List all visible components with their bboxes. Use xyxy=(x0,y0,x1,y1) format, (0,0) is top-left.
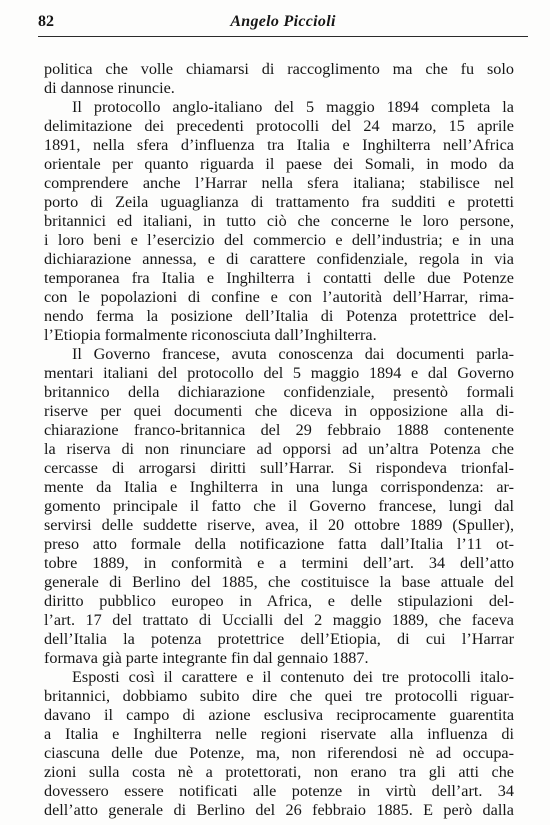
text-line: comprendere anche l’Harrar nella sfera italiana; stabilisce nel xyxy=(44,174,514,192)
text-line: di dannose rinuncie. xyxy=(44,79,175,97)
text-line: tobre 1889, in conformità e a termini dell’art. 34 dell’atto xyxy=(44,554,514,572)
text-line: generale di Berlino del 1885, che costituisce la base attuale del xyxy=(44,573,514,591)
text-line: ciascuna delle due Potenze, ma, non riferendosi nè ad occupa- xyxy=(44,744,514,762)
text-line: mente da Italia e Inghilterra in una lunga corrispondenza: ar- xyxy=(44,478,514,496)
text-line: riserve per quei documenti che diceva in opposizione alla di- xyxy=(44,402,514,420)
text-line: Il protocollo anglo-italiano del 5 maggio 1894 completa la xyxy=(72,98,514,116)
text-line: chiarazione franco-britannica del 29 febbraio 1888 contenente xyxy=(44,421,514,439)
text-line: politica che volle chiamarsi di raccoglimento ma che fu solo xyxy=(44,60,514,78)
page-number: 82 xyxy=(38,13,54,30)
text-line: preso atto formale della notificazione fatta dall’Italia l’11 ot- xyxy=(44,535,514,553)
text-line: delimitazione dei precedenti protocolli del 24 marzo, 15 aprile xyxy=(44,117,514,135)
text-line: britannici ed italiani, in tutto ciò che concerne le loro persone, xyxy=(44,212,514,230)
text-line: a Italia e Inghilterra nelle regioni riservate alla influenza di xyxy=(44,725,514,743)
running-head-author: Angelo Piccioli xyxy=(230,13,336,30)
text-line: Esposti così il carattere e il contenuto dei tre protocolli italo- xyxy=(72,668,514,686)
body-text xyxy=(44,60,514,820)
text-line: con le popolazioni di confine e con l’autorità dell’Harrar, rima- xyxy=(44,288,514,306)
text-line: cercasse di arrogarsi diritti sull’Harrar. Si rispondeva trionfal- xyxy=(44,459,514,477)
text-line: l’Etiopia formalmente riconosciuta dall’Inghilterra. xyxy=(44,326,377,344)
text-line: orientale per quanto riguarda il paese dei Somali, in modo da xyxy=(44,155,514,173)
text-line: Il Governo francese, avuta conoscenza dai documenti parla- xyxy=(72,345,514,363)
text-line: l’art. 17 del trattato di Uccialli del 2 maggio 1889, che faceva xyxy=(44,611,514,629)
text-line: britannico della dichiarazione confidenziale, presentò formali xyxy=(44,383,514,401)
text-line: mentari italiani del protocollo del 5 maggio 1894 e dal Governo xyxy=(44,364,514,382)
text-line: davano il campo di azione esclusiva reciprocamente guarentita xyxy=(44,706,514,724)
text-line: gomento principale il fatto che il Governo francese, lungi dal xyxy=(44,497,514,515)
text-line: dichiarazione annessa, e di carattere confidenziale, regola in via xyxy=(44,250,514,268)
text-line: porto di Zeila uguaglianza di trattamento fra sudditi e protetti xyxy=(44,193,514,211)
text-line: dell’Italia la potenza protettrice dell’Etiopia, di cui l’Harrar xyxy=(44,630,514,648)
text-line: britannici, dobbiamo subito dire che quei tre protocolli riguar- xyxy=(44,687,514,705)
text-line: i loro beni e l’esercizio del commercio e dell’industria; e in una xyxy=(44,231,514,249)
text-line: zioni sulla costa nè a protettorati, non erano tra gli atti che xyxy=(44,763,514,781)
text-line: servirsi delle suddette riserve, avea, il 20 ottobre 1889 (Spuller), xyxy=(44,516,514,534)
text-line: formava già parte integrante fin dal gennaio 1887. xyxy=(44,649,369,667)
text-line: dell’atto generale di Berlino del 26 febbraio 1885. E però dalla xyxy=(44,801,514,819)
text-line: diritto pubblico europeo in Africa, e delle stipulazioni del- xyxy=(44,592,514,610)
text-line: 1891, nella sfera d’influenza tra Italia e Inghilterra nell’Africa xyxy=(44,136,514,154)
text-line: temporanea fra Italia e Inghilterra i contatti delle due Potenze xyxy=(44,269,514,287)
text-line: la riserva di non rinunciare ad opporsi ad un’altra Potenza che xyxy=(44,440,514,458)
text-line: dovessero essere notificati alle potenze in virtù dell’art. 34 xyxy=(44,782,514,800)
text-line: nendo ferma la posizione dell’Italia di Potenza protettrice del- xyxy=(44,307,514,325)
page-header xyxy=(38,12,528,37)
